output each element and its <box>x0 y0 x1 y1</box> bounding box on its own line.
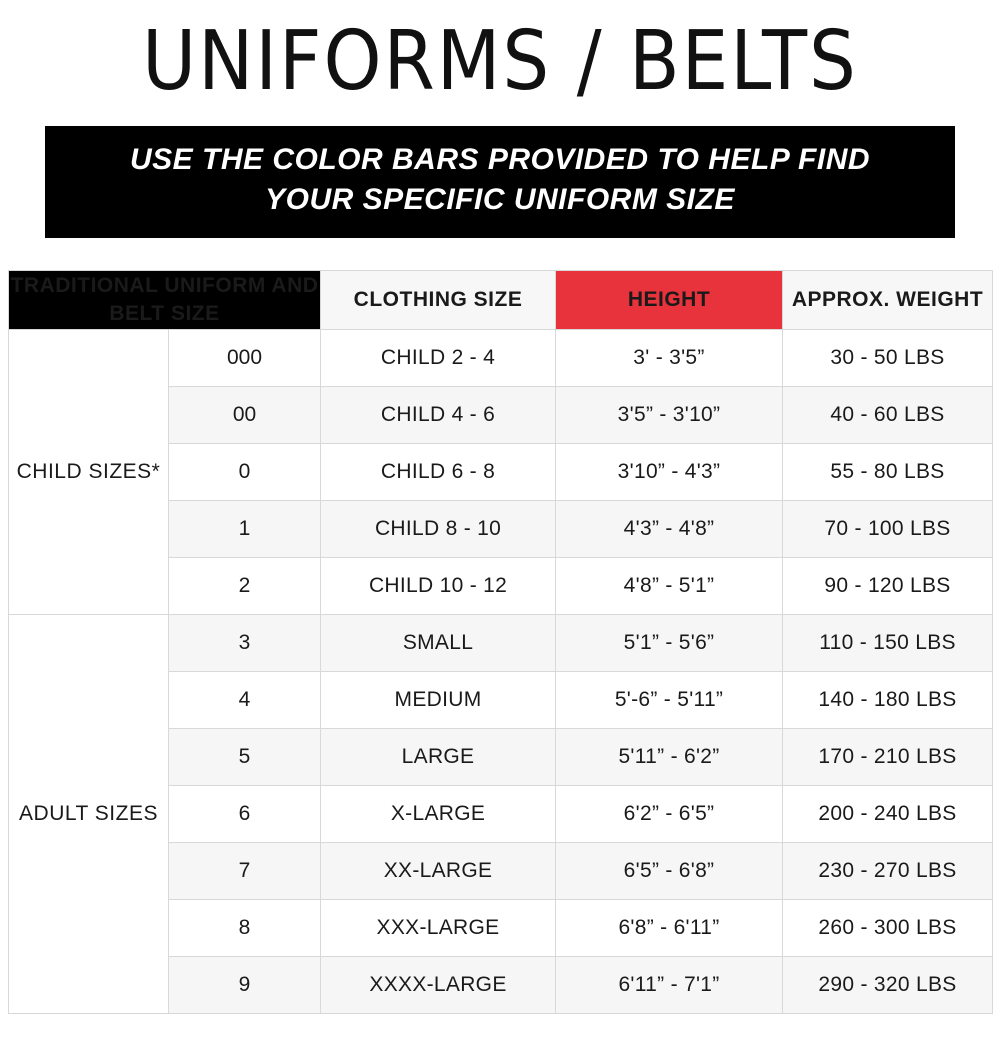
cell-weight: 260 - 300 LBS <box>783 900 993 957</box>
cell-size: 9 <box>169 957 321 1014</box>
size-table-body <box>9 330 993 1014</box>
cell-height: 4'8” - 5'1” <box>556 558 783 615</box>
cell-clothing: LARGE <box>321 729 556 786</box>
cell-height: 6'11” - 7'1” <box>556 957 783 1014</box>
cell-weight: 40 - 60 LBS <box>783 387 993 444</box>
cell-weight: 110 - 150 LBS <box>783 615 993 672</box>
cell-height: 6'2” - 6'5” <box>556 786 783 843</box>
cell-size: 00 <box>169 387 321 444</box>
cell-weight: 70 - 100 LBS <box>783 501 993 558</box>
cell-size: 2 <box>169 558 321 615</box>
subtitle-banner <box>45 126 955 238</box>
cell-size: 8 <box>169 900 321 957</box>
table-row <box>9 330 993 387</box>
cell-weight: 30 - 50 LBS <box>783 330 993 387</box>
cell-size: 0 <box>169 444 321 501</box>
cell-height: 6'8” - 6'11” <box>556 900 783 957</box>
group-label-child: CHILD SIZES* <box>9 330 169 615</box>
cell-height: 3'5” - 3'10” <box>556 387 783 444</box>
cell-size: 6 <box>169 786 321 843</box>
cell-clothing: CHILD 8 - 10 <box>321 501 556 558</box>
cell-clothing: XXXX-LARGE <box>321 957 556 1014</box>
group-label-adult: ADULT SIZES <box>9 615 169 1014</box>
column-header-weight: APPROX. WEIGHT <box>783 271 993 330</box>
cell-clothing: XX-LARGE <box>321 843 556 900</box>
cell-weight: 290 - 320 LBS <box>783 957 993 1014</box>
size-table-wrap <box>8 270 992 1014</box>
column-header-height: HEIGHT <box>556 271 783 330</box>
cell-height: 4'3” - 4'8” <box>556 501 783 558</box>
column-header-traditional-size: TRADITIONAL UNIFORM AND BELT SIZE <box>9 271 321 330</box>
cell-clothing: X-LARGE <box>321 786 556 843</box>
cell-size: 3 <box>169 615 321 672</box>
cell-size: 1 <box>169 501 321 558</box>
cell-height: 5'11” - 6'2” <box>556 729 783 786</box>
cell-weight: 200 - 240 LBS <box>783 786 993 843</box>
cell-size: 000 <box>169 330 321 387</box>
cell-weight: 140 - 180 LBS <box>783 672 993 729</box>
cell-clothing: SMALL <box>321 615 556 672</box>
cell-height: 5'-6” - 5'11” <box>556 672 783 729</box>
subtitle-line-1: USE THE COLOR BARS PROVIDED TO HELP FIND <box>129 143 871 176</box>
cell-weight: 90 - 120 LBS <box>783 558 993 615</box>
size-table <box>8 270 993 1014</box>
cell-size: 5 <box>169 729 321 786</box>
cell-height: 6'5” - 6'8” <box>556 843 783 900</box>
page-title: UNIFORMS / BELTS <box>142 14 858 109</box>
subtitle-line-2: YOUR SPECIFIC UNIFORM SIZE <box>265 183 735 216</box>
cell-size: 7 <box>169 843 321 900</box>
cell-height: 3'10” - 4'3” <box>556 444 783 501</box>
table-header-row <box>9 271 993 330</box>
table-row <box>9 615 993 672</box>
cell-weight: 170 - 210 LBS <box>783 729 993 786</box>
cell-height: 5'1” - 5'6” <box>556 615 783 672</box>
cell-weight: 230 - 270 LBS <box>783 843 993 900</box>
cell-clothing: CHILD 4 - 6 <box>321 387 556 444</box>
cell-weight: 55 - 80 LBS <box>783 444 993 501</box>
cell-clothing: CHILD 6 - 8 <box>321 444 556 501</box>
cell-clothing: CHILD 2 - 4 <box>321 330 556 387</box>
cell-size: 4 <box>169 672 321 729</box>
cell-height: 3' - 3'5” <box>556 330 783 387</box>
cell-clothing: MEDIUM <box>321 672 556 729</box>
column-header-clothing-size: CLOTHING SIZE <box>321 271 556 330</box>
cell-clothing: CHILD 10 - 12 <box>321 558 556 615</box>
cell-clothing: XXX-LARGE <box>321 900 556 957</box>
